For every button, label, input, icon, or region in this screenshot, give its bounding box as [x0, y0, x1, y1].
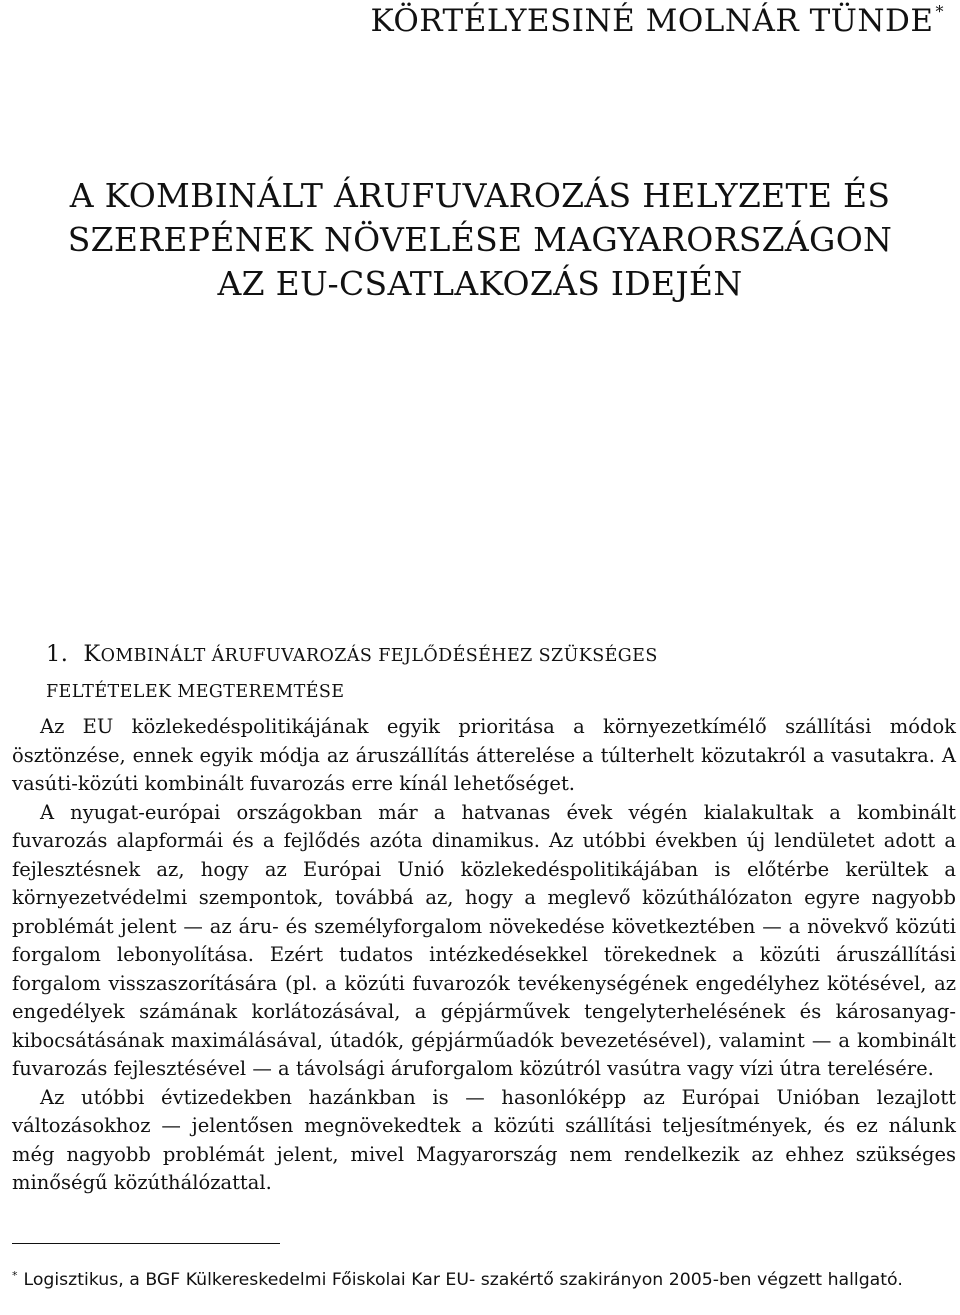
section-heading-line-1-rest: OMBINÁLT ÁRUFUVAROZÁS FEJLŐDÉSÉHEZ SZÜKSÉGES [100, 646, 658, 666]
body-text [12, 713, 956, 1198]
section-heading-line-2: FELTÉTELEK MEGTEREMTÉSE [46, 682, 345, 702]
section-number: 1. [46, 641, 69, 667]
section-heading-line-1 [46, 636, 658, 674]
title-line-2: SZEREPÉNEK NÖVELÉSE MAGYARORSZÁGON [67, 220, 893, 259]
footnote-mark: * [12, 1269, 18, 1282]
article-title [0, 174, 960, 306]
paragraph-3: Az utóbbi évtizedekben hazánkban is — hasonlóképp az Európai Unióban lezajlott változásokhoz — jelentősen megnövekedtek a közúti szállítási teljesítmények, és ez nálunk még nagyobb problémát jelent, mivel Magyarország nem rendelkezik az ehhez szükséges minőségű közúthálózattal. [12, 1085, 956, 1194]
section-heading-first-letter: K [83, 641, 101, 667]
footnote-text: Logisztikus, a BGF Külkereskedelmi Főiskolai Kar EU- szakértő szakirányon 2005-ben végzett hallgató. [23, 1270, 903, 1290]
author-name-text: KÖRTÉLYESINÉ MOLNÁR TÜNDE [370, 3, 934, 39]
title-line-3: AZ EU-CSATLAKOZÁS IDEJÉN [217, 264, 743, 303]
footnote [12, 1264, 956, 1292]
paragraph-2: A nyugat-európai országokban már a hatvanas évek végén kialakultak a kombinált fuvarozás alapformái és a fejlődés azóta dinamikus. Az utóbbi években új lendületet adott a fejlesztésnek az, hogy az Európai Unió közlekedéspolitikájában is előtérbe kerültek a környezetvédelmi szempontok, továbbá az, hogy a meglevő közúthálózaton egyre nagyobb problémát jelent — az áru- és személyforgalom növekedése következtében — a növekvő közúti forgalom lebonyolítása. Ezért tudatos intézkedésekkel törekednek a közúti áruszállítási forgalom visszaszorítására (pl. a közúti fuvarozók tevékenységének engedélyhez kötésével, az engedélyek számának korlátozásával, a gépjárművek tengelyterhelésének és károsanyag-kibocsátásának maximálásával, útadók, gépjárműadók bevezetésével), valamint — a kombinált fuvarozás fejlesztésével — a távolsági áruforgalom közútról vasútra vagy vízi útra terelésére. [12, 800, 956, 1080]
author-name [371, 2, 945, 39]
paragraph-1: Az EU közlekedéspolitikájának egyik prioritása a környezetkímélő szállítási módok ösztönzése, ennek egyik módja az áruszállítás átterelése a túlterhelt közutakról a vasutakra. A vasúti-közúti kombinált fuvarozás erre kínál lehetőséget. [12, 715, 956, 795]
title-line-1: A KOMBINÁLT ÁRUFUVAROZÁS HELYZETE ÉS [69, 176, 891, 215]
section-heading [46, 636, 658, 710]
author-footnote-mark: * [935, 2, 944, 21]
footnote-divider [12, 1243, 280, 1244]
